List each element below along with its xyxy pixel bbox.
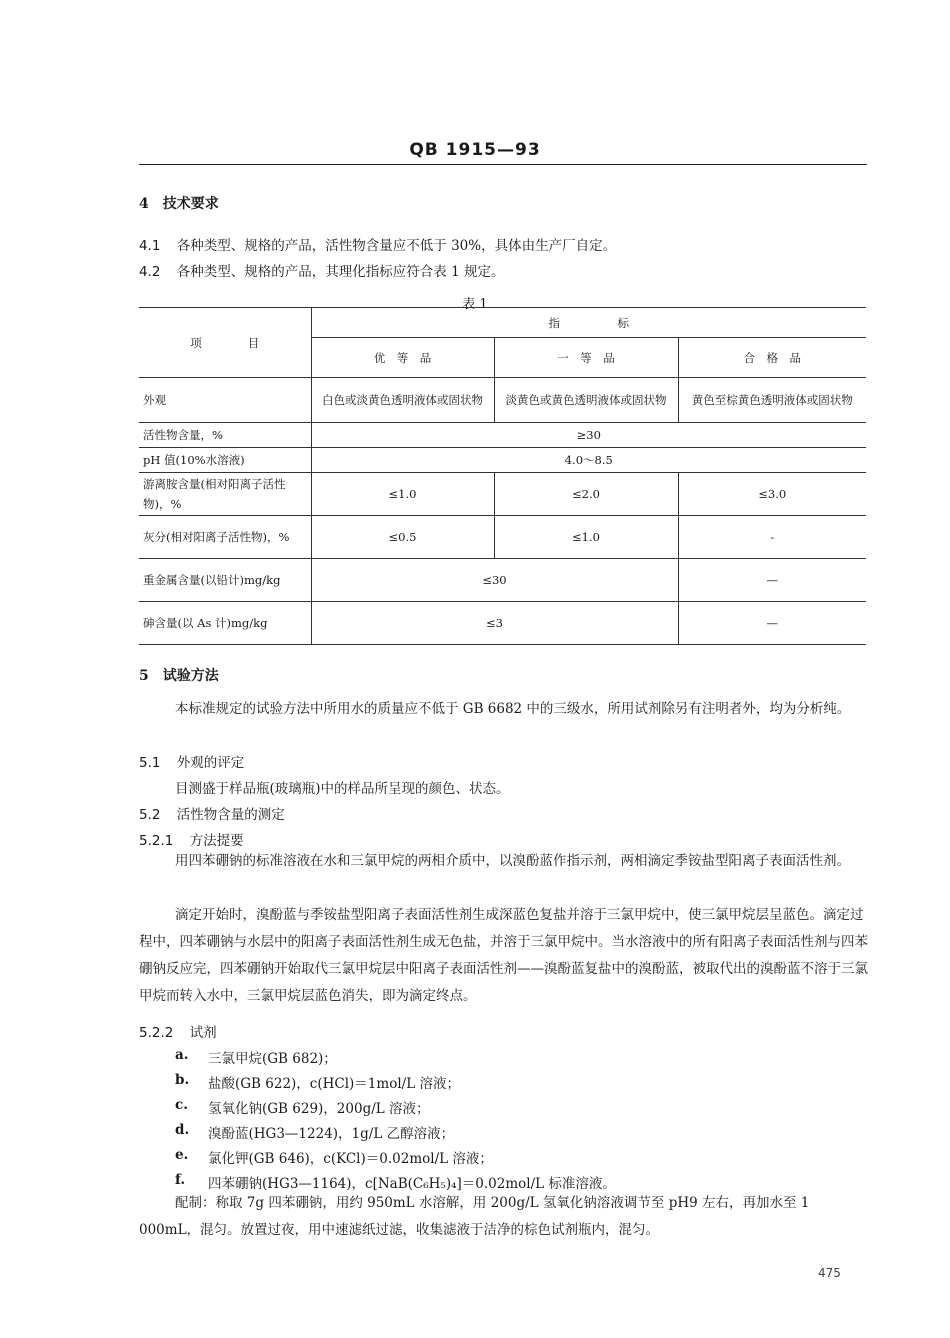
table-row xyxy=(139,473,866,516)
clause-number: 4.2 xyxy=(139,264,161,280)
table-header-row xyxy=(139,308,866,338)
clause-title: 外观的评定 xyxy=(176,755,245,771)
clause-number: 5.2.2 xyxy=(139,1025,174,1041)
reagent-text: 盐酸(GB 622)，c(HCl)＝1mol/L 溶液； xyxy=(208,1076,460,1092)
page-number: 475 xyxy=(818,1266,841,1280)
clause-title: 试剂 xyxy=(189,1025,217,1041)
specification-table xyxy=(139,307,866,645)
table-caption: 表 1 xyxy=(462,297,488,312)
clause-5-2-1 xyxy=(139,829,871,849)
table-row xyxy=(139,423,866,448)
cell-value: - xyxy=(678,516,866,559)
clause-text: 各种类型、规格的产品，活性物含量应不低于 30%，具体由生产厂自定。 xyxy=(176,238,617,254)
cell-value: ≤3 xyxy=(311,602,678,645)
clause-number: 5.1 xyxy=(139,755,161,771)
cell-value: ≤3.0 xyxy=(678,473,866,516)
standard-code-header: QB 1915—93 xyxy=(409,140,541,160)
cell-value: 黄色至棕黄色透明液体或固状物 xyxy=(678,378,866,423)
clause-title: 方法提要 xyxy=(189,833,244,849)
clause-number: 5.2.1 xyxy=(139,833,174,849)
header-grade-qualified: 合 格 品 xyxy=(678,338,866,378)
cell-value: ≤1.0 xyxy=(311,473,494,516)
reagent-text: 溴酚蓝(HG3—1224)，1g/L 乙醇溶液； xyxy=(208,1126,455,1142)
header-grade-superior: 优 等 品 xyxy=(311,338,494,378)
cell-value: ≤2.0 xyxy=(494,473,678,516)
clause-5-2 xyxy=(139,803,871,823)
clause-title: 活性物含量的测定 xyxy=(176,807,285,823)
cell-value: ≤0.5 xyxy=(311,516,494,559)
reagent-letter: d. xyxy=(175,1122,190,1138)
reagent-preparation: 配制：称取 7g 四苯硼钠，用约 950mL 水溶解，用 200g/L 氢氧化钠溶液调节至 pH9 左右，再加水至 1 000mL，混匀。放置过夜，用中速滤纸过滤，收集滤液于洁净的棕色试剂瓶内，混匀。 xyxy=(139,1195,810,1238)
clause-text: 各种类型、规格的产品，其理化指标应符合表 1 规定。 xyxy=(176,264,505,280)
clause-5-2-2 xyxy=(139,1021,871,1041)
table-row xyxy=(139,378,866,423)
section-5-intro: 本标准规定的试验方法中所用水的质量应不低于 GB 6682 中的三级水，所用试剂除另有注明者外，均为分析纯。 xyxy=(175,701,851,717)
cell-value: 4.0～8.5 xyxy=(311,448,866,473)
header-index: 指 标 xyxy=(311,308,866,338)
clause-4-1 xyxy=(139,234,871,254)
reagent-letter: e. xyxy=(175,1147,189,1163)
header-rule xyxy=(139,164,867,165)
section-4-title: 4 技术要求 xyxy=(139,196,219,212)
table-row xyxy=(139,602,866,645)
header-grade-first: 一 等 品 xyxy=(494,338,678,378)
clause-5-1 xyxy=(139,751,871,771)
section-5-title: 5 试验方法 xyxy=(139,668,219,684)
cell-value: — xyxy=(678,559,866,602)
clause-5-1-text: 目测盛于样品瓶(玻璃瓶)中的样品所呈现的颜色、状态。 xyxy=(175,781,510,797)
row-label: 砷含量(以 As 计)mg/kg xyxy=(139,602,311,645)
row-label: 外观 xyxy=(139,378,311,423)
cell-value: ≤30 xyxy=(311,559,678,602)
cell-value: ≥30 xyxy=(311,423,866,448)
reagent-text: 氢氧化钠(GB 629)，200g/L 溶液； xyxy=(208,1101,430,1117)
table-row xyxy=(139,448,866,473)
cell-value: ≤1.0 xyxy=(494,516,678,559)
method-summary-paragraph-1: 用四苯硼钠的标准溶液在水和三氯甲烷的两相介质中，以溴酚蓝作指示剂，两相滴定季铵盐型阳离子表面活性剂。 xyxy=(175,853,850,869)
clause-number: 5.2 xyxy=(139,807,161,823)
clause-4-2 xyxy=(139,260,871,280)
row-label: 重金属含量(以铅计)mg/kg xyxy=(139,559,311,602)
table-row xyxy=(139,516,866,559)
clause-number: 4.1 xyxy=(139,238,161,254)
table-row xyxy=(139,559,866,602)
row-label: 灰分(相对阳离子活性物)，% xyxy=(139,516,311,559)
header-item: 项 目 xyxy=(139,308,311,378)
reagent-letter: c. xyxy=(175,1097,188,1113)
row-label: 活性物含量，% xyxy=(139,423,311,448)
row-label: 游离胺含量(相对阳离子活性物)，% xyxy=(139,473,311,516)
cell-value: 淡黄色或黄色透明液体或固状物 xyxy=(494,378,678,423)
reagent-letter: f. xyxy=(175,1172,186,1188)
reagent-letter: b. xyxy=(175,1072,190,1088)
cell-value: 白色或淡黄色透明液体或固状物 xyxy=(311,378,494,423)
reagent-letter: a. xyxy=(175,1047,189,1063)
reagent-text: 氯化钾(GB 646)，c(KCl)＝0.02mol/L 溶液； xyxy=(208,1151,493,1167)
row-label: pH 值(10%水溶液) xyxy=(139,448,311,473)
reagent-text: 四苯硼钠(HG3—1164)，c[NaB(C₆H₅)₄]＝0.02mol/L 标准溶液。 xyxy=(208,1176,616,1192)
reagent-text: 三氯甲烷(GB 682)； xyxy=(208,1051,337,1067)
method-summary-paragraph-2: 滴定开始时，溴酚蓝与季铵盐型阳离子表面活性剂生成深蓝色复盐并溶于三氯甲烷中，使三氯甲烷层呈蓝色。滴定过程中，四苯硼钠与水层中的阳离子表面活性剂生成无色盐，并溶于三氯甲烷中。当水溶液中的所有阳离子表面活性剂与四苯硼钠反应完，四苯硼钠开始取代三氯甲烷层中阳离子表面活性剂——溴酚蓝复盐中的溴酚蓝，被取代出的溴酚蓝不溶于三氯甲烷而转入水中，三氯甲烷层蓝色消失，即为滴定终点。 xyxy=(139,907,868,1004)
cell-value: — xyxy=(678,602,866,645)
